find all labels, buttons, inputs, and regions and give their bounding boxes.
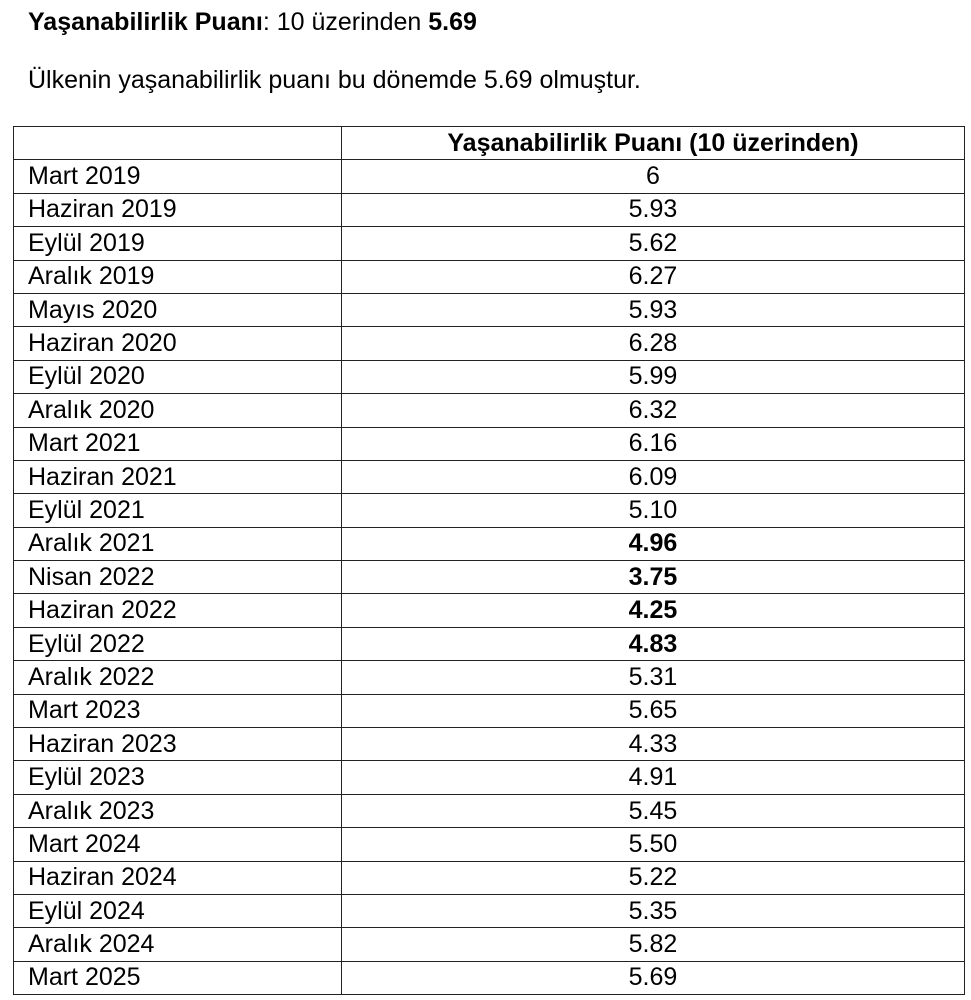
header-score: Yaşanabilirlik Puanı (10 üzerinden) (342, 127, 965, 160)
table-row (14, 427, 965, 460)
table-row (14, 761, 965, 794)
heading-score: 5.69 (428, 8, 477, 36)
table-row (14, 360, 965, 393)
row-period: Aralık 2023 (14, 794, 342, 827)
row-score: 6 (342, 160, 965, 193)
row-period: Haziran 2024 (14, 861, 342, 894)
row-score: 5.69 (342, 961, 965, 994)
row-score: 5.93 (342, 293, 965, 326)
row-period: Haziran 2022 (14, 594, 342, 627)
table-row (14, 961, 965, 994)
table-row (14, 193, 965, 226)
table-row (14, 260, 965, 293)
row-score: 5.45 (342, 794, 965, 827)
row-period: Haziran 2021 (14, 460, 342, 493)
row-period: Eylül 2020 (14, 360, 342, 393)
row-period: Mart 2024 (14, 828, 342, 861)
table-row (14, 494, 965, 527)
row-period: Mayıs 2020 (14, 293, 342, 326)
table-row (14, 160, 965, 193)
row-period: Aralık 2021 (14, 527, 342, 560)
row-score: 5.62 (342, 227, 965, 260)
row-period: Eylül 2024 (14, 894, 342, 927)
row-period: Haziran 2019 (14, 193, 342, 226)
row-period: Haziran 2020 (14, 327, 342, 360)
row-score: 6.27 (342, 260, 965, 293)
row-score: 3.75 (342, 561, 965, 594)
row-period: Aralık 2019 (14, 260, 342, 293)
row-score: 6.09 (342, 460, 965, 493)
row-period: Eylül 2023 (14, 761, 342, 794)
row-period: Mart 2023 (14, 694, 342, 727)
row-period: Eylül 2021 (14, 494, 342, 527)
table-row (14, 594, 965, 627)
table-row (14, 327, 965, 360)
table-row (14, 728, 965, 761)
row-score: 4.96 (342, 527, 965, 560)
heading-middle: : 10 üzerinden (262, 8, 429, 36)
table-row (14, 293, 965, 326)
table-header-row (14, 127, 965, 160)
row-score: 5.31 (342, 661, 965, 694)
row-period: Nisan 2022 (14, 561, 342, 594)
row-score: 5.82 (342, 928, 965, 961)
heading-label: Yaşanabilirlik Puanı (28, 8, 263, 36)
table-row (14, 627, 965, 660)
table-body (14, 160, 965, 995)
row-score: 5.35 (342, 894, 965, 927)
livability-table (13, 126, 965, 995)
header-period (14, 127, 342, 160)
table-row (14, 227, 965, 260)
table-row (14, 661, 965, 694)
table-row (14, 460, 965, 493)
table-row (14, 794, 965, 827)
row-period: Mart 2021 (14, 427, 342, 460)
table-row (14, 694, 965, 727)
row-score: 5.50 (342, 828, 965, 861)
row-period: Mart 2019 (14, 160, 342, 193)
description-text: Ülkenin yaşanabilirlik puanı bu dönemde 5.69 olmuştur. (28, 66, 641, 94)
row-score: 6.32 (342, 394, 965, 427)
row-score: 4.91 (342, 761, 965, 794)
table-row (14, 394, 965, 427)
row-score: 4.25 (342, 594, 965, 627)
row-score: 6.28 (342, 327, 965, 360)
row-score: 5.93 (342, 193, 965, 226)
row-score: 6.16 (342, 427, 965, 460)
row-score: 5.99 (342, 360, 965, 393)
table-row (14, 928, 965, 961)
row-score: 4.83 (342, 627, 965, 660)
row-period: Mart 2025 (14, 961, 342, 994)
table-row (14, 861, 965, 894)
row-period: Aralık 2024 (14, 928, 342, 961)
row-score: 4.33 (342, 728, 965, 761)
row-score: 5.65 (342, 694, 965, 727)
row-period: Eylül 2019 (14, 227, 342, 260)
table-row (14, 894, 965, 927)
row-score: 5.10 (342, 494, 965, 527)
row-period: Eylül 2022 (14, 627, 342, 660)
page-heading (28, 4, 477, 40)
table-row (14, 527, 965, 560)
row-period: Aralık 2020 (14, 394, 342, 427)
row-period: Haziran 2023 (14, 728, 342, 761)
table-row (14, 828, 965, 861)
table-row (14, 561, 965, 594)
row-score: 5.22 (342, 861, 965, 894)
row-period: Aralık 2022 (14, 661, 342, 694)
